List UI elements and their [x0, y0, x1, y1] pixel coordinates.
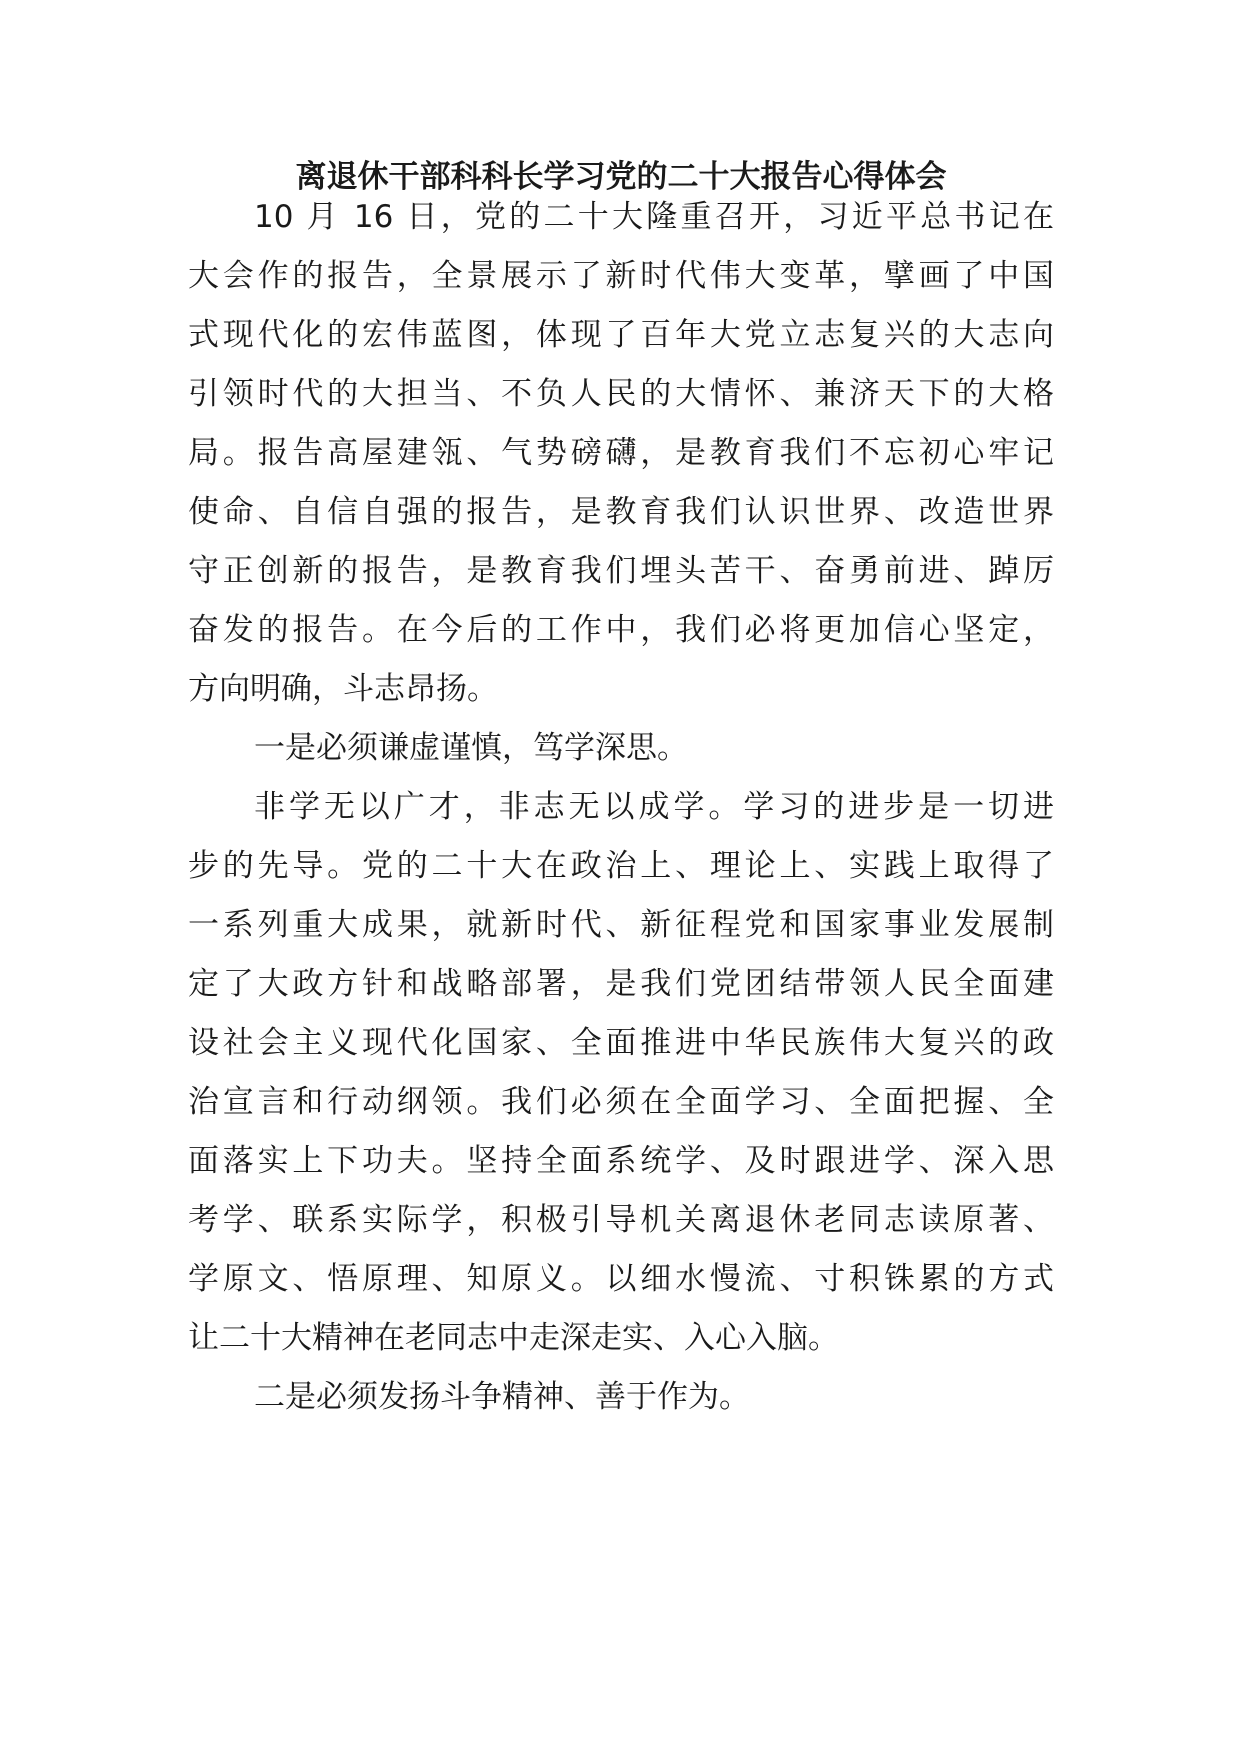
- paragraph-line: 10 月 16 日，党的二十大隆重召开，习近平总书记在: [254, 199, 1054, 235]
- paragraph-line: 大会作的报告，全景展示了新时代伟大变革，擘画了中国: [188, 258, 1054, 294]
- paragraph-line: 学原文、悟原理、知原义。以细水慢流、寸积铢累的方式: [188, 1261, 1054, 1297]
- paragraph-line: 使命、自信自强的报告，是教育我们认识世界、改造世界: [188, 494, 1054, 530]
- paragraph-line: 方向明确，斗志昂扬。: [188, 671, 498, 707]
- paragraph-line: 设社会主义现代化国家、全面推进中华民族伟大复兴的政: [188, 1025, 1054, 1061]
- paragraph-line: 引领时代的大担当、不负人民的大情怀、兼济天下的大格: [188, 376, 1054, 412]
- paragraph-line: 定了大政方针和战略部署，是我们党团结带领人民全面建: [188, 966, 1054, 1002]
- section-heading: 二是必须发扬斗争精神、善于作为。: [254, 1379, 750, 1415]
- paragraph-line: 面落实上下功夫。坚持全面系统学、及时跟进学、深入思: [188, 1143, 1054, 1179]
- paragraph-line: 一系列重大成果，就新时代、新征程党和国家事业发展制: [188, 907, 1054, 943]
- paragraph-line: 式现代化的宏伟蓝图，体现了百年大党立志复兴的大志向: [188, 317, 1054, 353]
- paragraph-line: 步的先导。党的二十大在政治上、理论上、实践上取得了: [188, 848, 1054, 884]
- paragraph-line: 治宣言和行动纲领。我们必须在全面学习、全面把握、全: [188, 1084, 1054, 1120]
- document-title: 离退休干部科科长学习党的二十大报告心得体会: [295, 159, 947, 195]
- paragraph-line: 奋发的报告。在今后的工作中，我们必将更加信心坚定，: [188, 612, 1054, 648]
- paragraph-line: 非学无以广才，非志无以成学。学习的进步是一切进: [254, 789, 1054, 825]
- section-heading: 一是必须谦虚谨慎，笃学深思。: [254, 730, 688, 766]
- paragraph-line: 考学、联系实际学，积极引导机关离退休老同志读原著、: [188, 1202, 1054, 1238]
- paragraph-line: 局。报告高屋建瓴、气势磅礴，是教育我们不忘初心牢记: [188, 435, 1054, 471]
- paragraph-line: 守正创新的报告，是教育我们埋头苦干、奋勇前进、踔厉: [188, 553, 1054, 589]
- paragraph-line: 让二十大精神在老同志中走深走实、入心入脑。: [188, 1320, 839, 1356]
